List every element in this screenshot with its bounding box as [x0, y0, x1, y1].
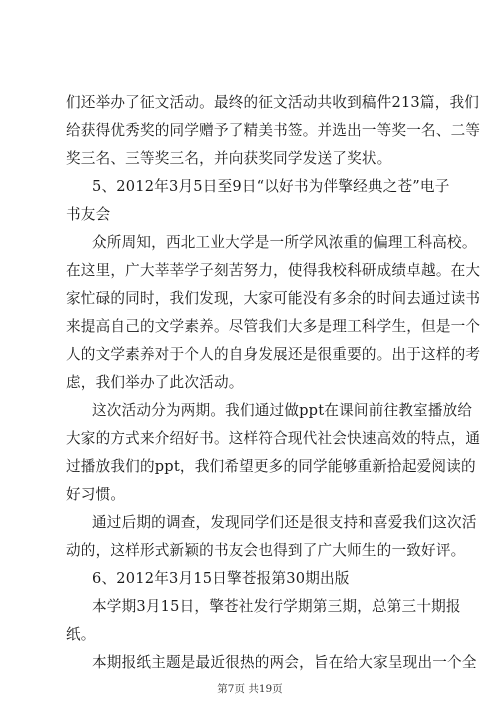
text-line: 好习惯。: [66, 486, 126, 503]
section-heading: 书友会: [66, 206, 111, 223]
text-line: 给获得优秀奖的同学赠予了精美书签。并选出一等奖一名、二等: [66, 122, 481, 139]
text-line: 动的，这样形式新颖的书友会也得到了广大师生的一致好评。: [66, 542, 466, 559]
text-line: 本学期3月15日，擎苍社发行学期第三期，总第三十期报: [92, 598, 461, 615]
text-line: 这次活动分为两期。我们通过做ppt在课间前往教室播放给: [92, 402, 473, 419]
text-line: 通过后期的调查，发现同学们还是很支持和喜爱我们这次活: [92, 514, 477, 531]
text-line: 虑，我们举办了此次活动。: [66, 374, 244, 391]
section-heading: 5、2012年3月5日至9日“以好书为伴擎经典之苍”电子: [92, 178, 450, 195]
text-line: 本期报纸主题是最近很热的两会，旨在给大家呈现出一个全: [92, 654, 477, 671]
text-line: 来提高自己的文学素养。尽管我们大多是理工科学生，但是一个: [66, 318, 481, 335]
text-line: 众所周知，西北工业大学是一所学风浓重的偏理工科高校。: [92, 234, 477, 251]
text-line: 人的文学素养对于个人的自身发展还是很重要的。出于这样的考: [66, 346, 481, 363]
section-heading: 6、2012年3月15日擎苍报第30期出版: [92, 570, 350, 587]
text-line: 家忙碌的同时，我们发现，大家可能没有多余的时间去通过读书: [66, 290, 481, 307]
page-footer: 第7页 共19页: [217, 683, 283, 695]
text-line: 奖三名、三等奖三名，并向获奖同学发送了奖状。: [66, 150, 392, 167]
text-line: 过播放我们的ppt，我们希望更多的同学能够重新拾起爱阅读的: [66, 458, 476, 475]
text-line: 在这里，广大莘莘学子刻苦努力，使得我校科研成绩卓越。在大: [66, 262, 481, 279]
text-line: 们还举办了征文活动。最终的征文活动共收到稿件213篇，我们: [66, 94, 480, 111]
text-line: 大家的方式来介绍好书。这样符合现代社会快速高效的特点，通: [66, 430, 481, 447]
text-line: 纸。: [66, 626, 96, 643]
